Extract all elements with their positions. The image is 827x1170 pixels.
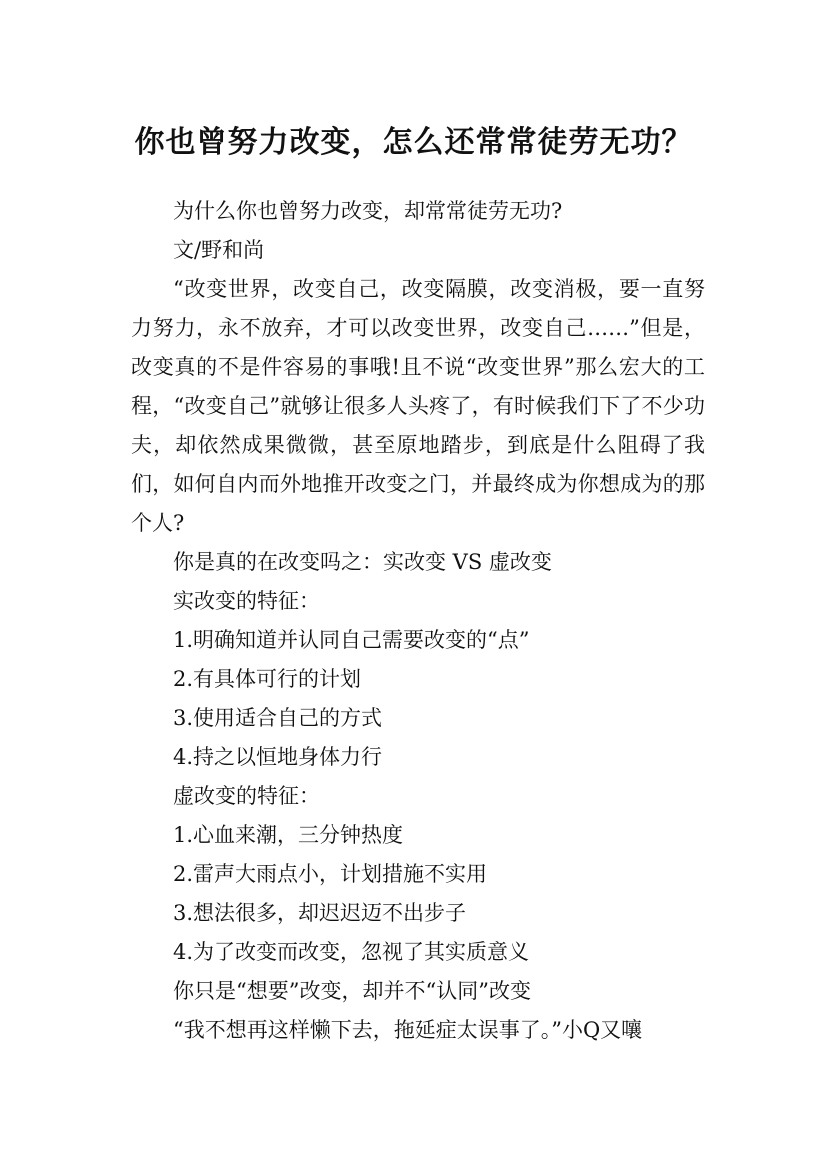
list-heading-fake-change: 虚改变的特征： bbox=[173, 784, 320, 808]
section-heading-want-vs-accept: 你只是“想要”改变，却并不“认同”改变 bbox=[173, 979, 531, 1003]
paragraph-subtitle: 为什么你也曾努力改变，却常常徒劳无功? bbox=[173, 199, 563, 223]
paragraph-quote: “我不想再这样懒下去，拖延症太误事了。”小Q又嚷 bbox=[173, 1018, 643, 1042]
paragraph-intro: “改变世界，改变自己，改变隔膜，改变消极，要一直努力努力，永不放弃，才可以改变世界，改变自己……”但是，改变真的不是件容易的事哦!且不说“改变世界”那么宏大的工程，“改变自己”就够让很多人头疼了，有时候我们下了不少功夫，却依然成果微微，甚至原地踏步，到底是什么阻碍了我们，如何自内而外地推开改变之门，并最终成为你想成为的那个人? bbox=[131, 277, 705, 535]
document-title: 你也曾努力改变，怎么还常常徒劳无功？ bbox=[134, 125, 693, 161]
list-item: 3.想法很多，却迟迟迈不出步子 bbox=[173, 901, 467, 925]
section-heading-real-vs-fake: 你是真的在改变吗之：实改变 VS 虚改变 bbox=[173, 550, 552, 574]
list-item: 2.雷声大雨点小，计划措施不实用 bbox=[173, 862, 488, 886]
paragraph-author: 文/野和尚 bbox=[173, 238, 265, 262]
document-body bbox=[131, 192, 705, 1050]
list-heading-real-change: 实改变的特征： bbox=[173, 589, 320, 613]
list-item: 3.使用适合自己的方式 bbox=[173, 706, 383, 730]
list-item: 1.心血来潮，三分钟热度 bbox=[173, 823, 404, 847]
list-item: 1.明确知道并认同自己需要改变的“点” bbox=[173, 628, 530, 652]
list-item: 2.有具体可行的计划 bbox=[173, 667, 362, 691]
list-item: 4.持之以恒地身体力行 bbox=[173, 745, 383, 769]
list-item: 4.为了改变而改变，忽视了其实质意义 bbox=[173, 940, 530, 964]
